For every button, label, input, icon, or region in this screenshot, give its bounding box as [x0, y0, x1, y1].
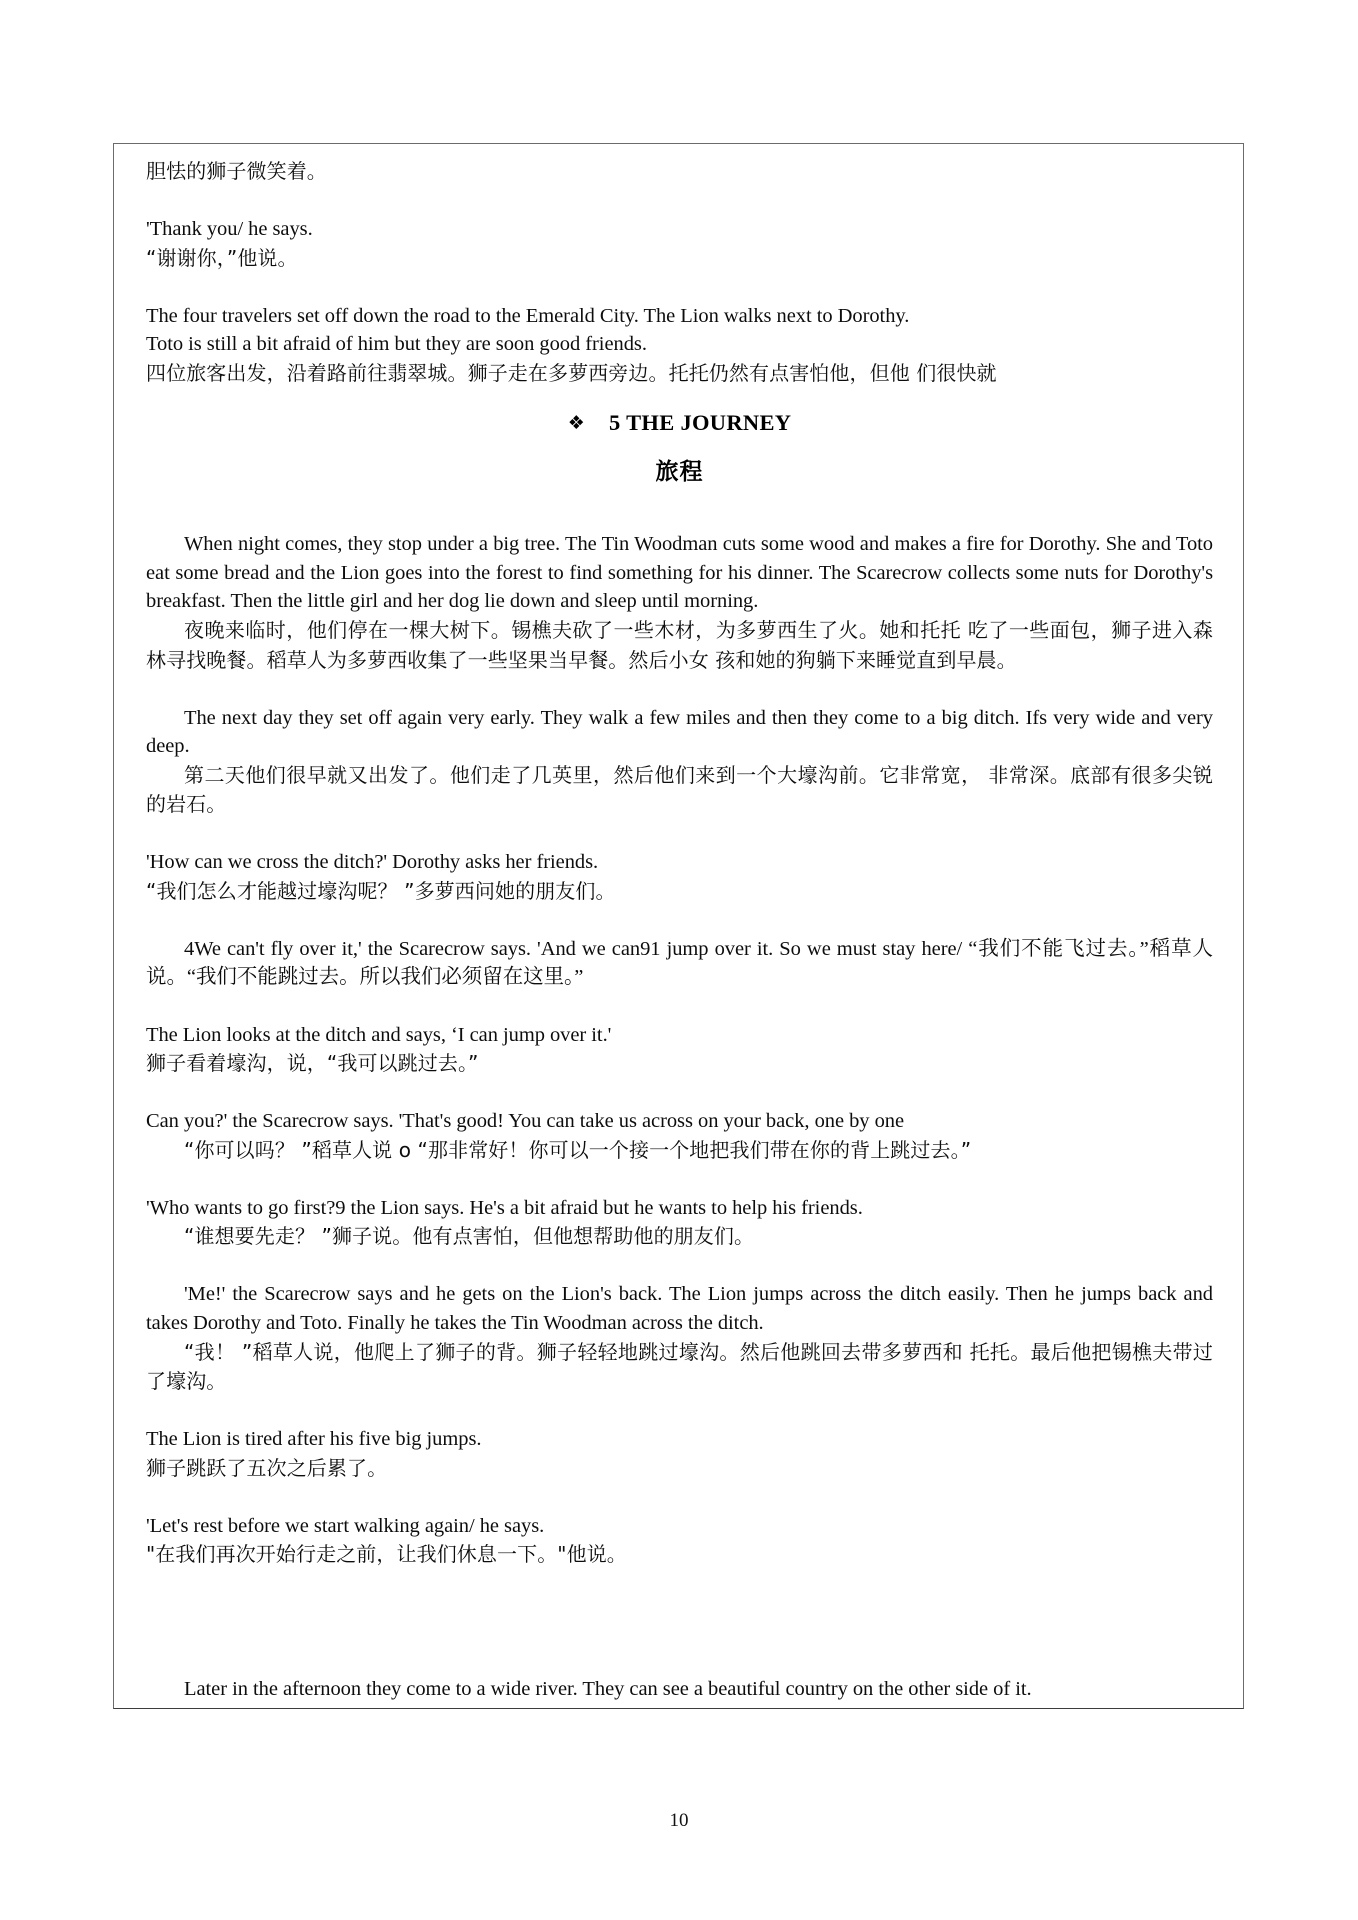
chapter-title-line — [568, 410, 792, 436]
paragraph-en-who-first: 'Who wants to go first?9 the Lion says. He's a bit afraid but he wants to help his friends. — [146, 1196, 863, 1219]
text-frame — [113, 143, 1244, 1709]
paragraph-spacer — [146, 1252, 1213, 1281]
paragraph-spacer — [146, 273, 1213, 302]
paragraph-en-me-scarecrow: 'Me!' the Scarecrow says and he gets on the Lion's back. The Lion jumps across the ditch easily. Then he jumps back and takes Dorothy and Toto. Finally he takes the Tin Woodman across the ditch. — [146, 1283, 1213, 1334]
paragraph-spacer — [146, 820, 1213, 849]
paragraph-en-lion-tired: The Lion is tired after his five big jumps. — [146, 1428, 482, 1450]
paragraph-spacer — [146, 992, 1213, 1021]
paragraph-en-can-you: Can you?' the Scarecrow says. 'That's good! You can take us across on your back, one by one — [146, 1110, 905, 1133]
frame-content — [114, 144, 1243, 1570]
paragraph-spacer — [146, 187, 1213, 216]
paragraph-en-night-comes: When night comes, they stop under a big tree. The Tin Woodman cuts some wood and makes a fire for Dorothy. She and Toto eat some bread and the Lion goes into the forest to find something for his dinner. The Scarecrow collects some nuts for Dorothy's breakfast. Then the little girl and her dog lie down and sleep until morning. — [146, 533, 1213, 613]
paragraph-en-how-cross-ditch: 'How can we cross the ditch?' Dorothy asks her friends. — [146, 851, 599, 874]
paragraph-spacer — [146, 675, 1213, 704]
paragraph-en-next-day: The next day they set off again very early. They walk a few miles and then they come to a big ditch. Ifs very wide and very deep. — [146, 706, 1213, 758]
paragraph-zh-next-day: 第二天他们很早就又出发了。他们走了几英里，然后他们来到一个大壕沟前。它非常宽， 非常深。底部有很多尖锐的岩石。 — [146, 762, 1213, 817]
paragraph-en-thank-you: 'Thank you/ he says. — [146, 218, 313, 240]
paragraph-spacer — [146, 1483, 1213, 1512]
paragraph-zh-night-comes: 夜晚来临时，他们停在一棵大树下。锡樵夫砍了一些木材，为多萝西生了火。她和托托 吃了一些面包，狮子进入森林寻找晚餐。稻草人为多萝西收集了一些坚果当早餐。然后小女 孩和她的狗躺下来睡觉直到早晨。 — [146, 618, 1213, 672]
paragraph-spacer — [146, 1397, 1213, 1426]
paragraph-en-later-afternoon-clipped: Later in the afternoon they come to a wide river. They can see a beautiful country on the other side of it. — [184, 1678, 1032, 1701]
paragraph-zh-lion-can-jump: 狮子看着壕沟，说，“我可以跳过去。” — [146, 1051, 479, 1076]
paragraph-spacer — [146, 1165, 1213, 1194]
paragraph-spacer — [146, 1079, 1213, 1108]
paragraph-zh-can-you: “你可以吗？ ”稻草人说 o “那非常好！你可以一个接一个地把我们带在你的背上跳过去。” — [184, 1137, 972, 1162]
page-number: 10 — [669, 1810, 689, 1831]
paragraph-en-lion-can-jump: The Lion looks at the ditch and says, ‘I can jump over it.' — [146, 1023, 612, 1046]
paragraph-en-travelers-line1: The four travelers set off down the road to the Emerald City. The Lion walks next to Dorothy. — [146, 304, 910, 327]
heading-spacer — [146, 486, 1213, 530]
paragraph-zh-lets-rest: "在我们再次开始行走之前，让我们休息一下。"他说。 — [146, 1542, 627, 1567]
chapter-heading — [146, 410, 1213, 436]
paragraph-zh-thank-you: “谢谢你，”他说。 — [146, 245, 298, 270]
paragraph-spacer — [146, 906, 1213, 935]
paragraph-en-lets-rest: 'Let's rest before we start walking again/ he says. — [146, 1514, 545, 1537]
paragraph-zh-lion-tired: 狮子跳跃了五次之后累了。 — [146, 1455, 388, 1480]
paragraph-zh-how-cross-ditch: “我们怎么才能越过壕沟呢？ ”多萝西问她的朋友们。 — [146, 878, 616, 903]
diamond-bullet-icon: ❖ — [567, 412, 586, 435]
paragraph-zh-lion-smiles: 胆怯的狮子微笑着。 — [146, 159, 327, 183]
paragraph-zh-who-first: “谁想要先走？ ”狮子说。他有点害怕，但他想帮助他的朋友们。 — [184, 1224, 755, 1249]
paragraph-mixed-cant-fly: 4We can't fly over it,' the Scarecrow says. 'And we can91 jump over it. So we must stay here/ “我们不能飞过去。”稻草人说。“我们不能跳过去。所以我们必须留在这里。” — [146, 937, 1213, 989]
paragraph-zh-travelers: 四位旅客出发，沿着路前往翡翠城。狮子走在多萝西旁边。托托仍然有点害怕他，但他 们很快就 — [146, 360, 997, 385]
chapter-subtitle: 旅程 — [655, 459, 704, 486]
paragraph-zh-me-scarecrow: “我！ ”稻草人说，他爬上了狮子的背。狮子轻轻地跳过壕沟。然后他跳回去带多萝西和 托托。最后他把锡樵夫带过了壕沟。 — [146, 1339, 1213, 1393]
paragraph-en-travelers-line2: Toto is still a bit afraid of him but they are soon good friends. — [146, 333, 647, 356]
chapter-title-text: 5 THE JOURNEY — [609, 410, 792, 436]
